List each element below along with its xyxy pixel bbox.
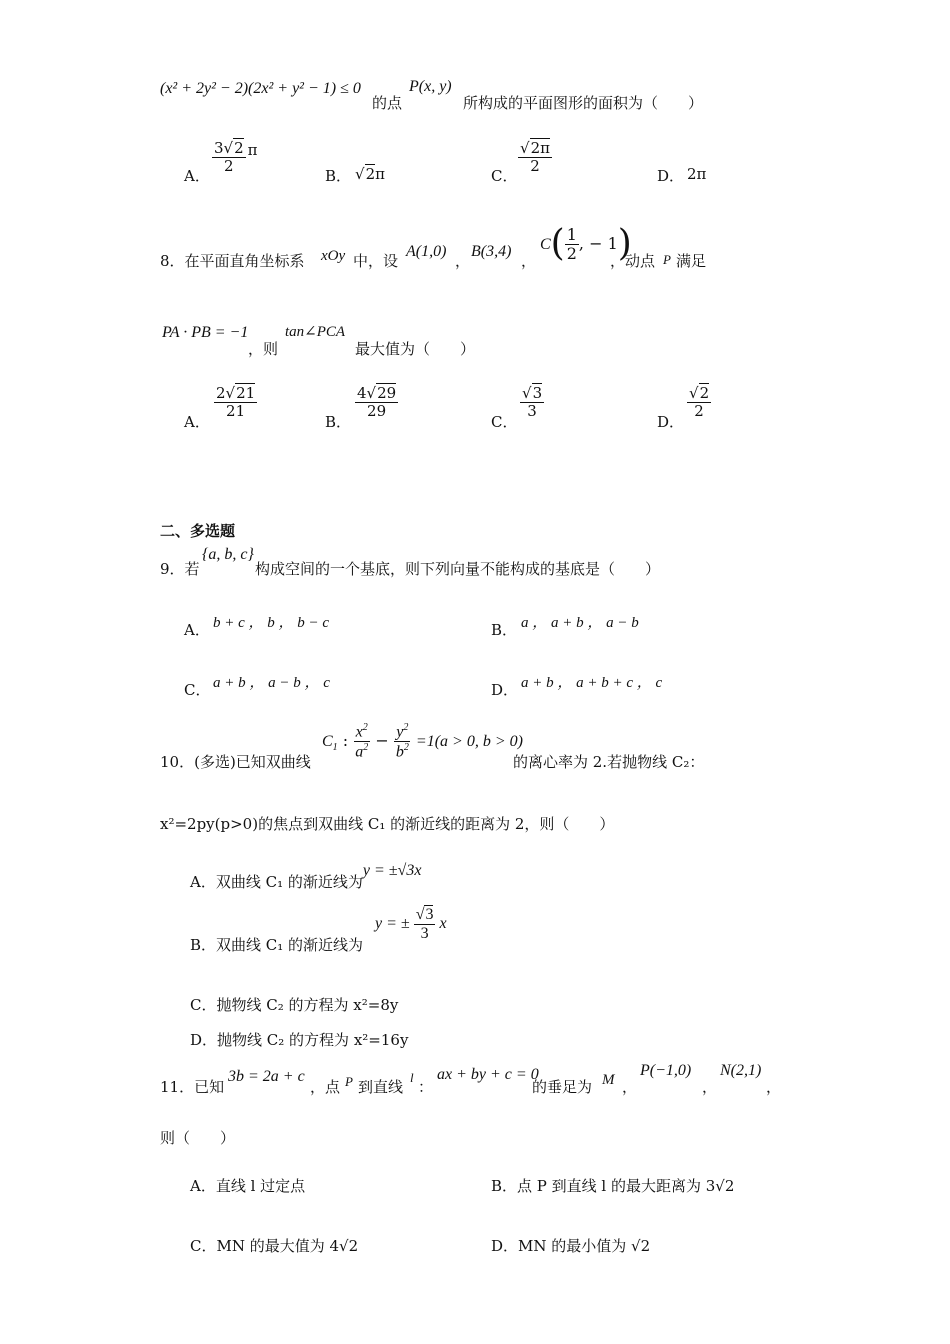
- q8-set: 中，设: [353, 252, 399, 270]
- q11-line-equation: ax + by + c = 0: [437, 1066, 539, 1083]
- q10-option-b-text: 双曲线 C₁ 的渐近线为: [216, 936, 364, 954]
- q8-stem-start: 8．在平面直角坐标系: [160, 252, 305, 270]
- q9-tail: 构成空间的一个基底，则下列向量不能构成的基底是（ ）: [255, 560, 661, 578]
- q11-condition: 3b = 2a + c: [228, 1068, 305, 1085]
- q7-tail: 所构成的平面图形的面积为（ ）: [463, 94, 704, 112]
- q8-then: ，则: [248, 340, 279, 358]
- q9-option-a-value[interactable]: b + c ， b ， b − c: [213, 615, 330, 631]
- q9-option-a-label[interactable]: A．: [184, 621, 210, 639]
- q7-option-a-value[interactable]: $\frac{3√2}{2}$ π: [214, 139, 258, 175]
- q11-option-c-text: MN 的最大值为 4√2: [216, 1237, 359, 1255]
- q11-option-b-text: 点 P 到直线 l 的最大距离为 3√2: [517, 1177, 735, 1195]
- q9-basis-set: {a, b, c}: [202, 546, 254, 563]
- q8-point-c: C( $\frac{1}{2}$ , − 1): [540, 223, 632, 264]
- q10-option-c[interactable]: [190, 994, 398, 1015]
- q10-option-b[interactable]: [190, 934, 363, 955]
- q8-moving: ，动点: [610, 252, 656, 270]
- q7-option-c-label[interactable]: C．: [491, 167, 518, 185]
- q7-option-d-label[interactable]: D．: [657, 167, 685, 185]
- q10-option-a-label[interactable]: A．: [190, 873, 216, 891]
- q10-option-c-text: 抛物线 C₂ 的方程为 x²=8y: [216, 996, 399, 1014]
- q11-option-b-label[interactable]: B．: [491, 1177, 518, 1195]
- q11-point-n: N(2,1): [720, 1062, 762, 1079]
- q8-option-a-label[interactable]: A．: [184, 413, 210, 431]
- q9-option-c-label[interactable]: C．: [184, 681, 211, 699]
- q8-comma-1: ，: [455, 252, 471, 270]
- q10-option-a[interactable]: [190, 862, 421, 892]
- q11-option-b[interactable]: [491, 1175, 734, 1196]
- q7-option-b-label[interactable]: B．: [325, 167, 352, 185]
- q11-colon: ：: [418, 1078, 434, 1096]
- q8-xoy: xOy: [321, 248, 346, 264]
- q11-comma-3: ，: [766, 1078, 782, 1096]
- q10-tail: 的离心率为 2.若抛物线 C₂：: [513, 753, 705, 771]
- q10-prefix: 10．(多选)已知双曲线: [160, 753, 311, 771]
- q11-option-d-label[interactable]: D．: [491, 1237, 519, 1255]
- q9-option-b-value[interactable]: a ， a + b ， a − b: [521, 615, 639, 631]
- q11-option-d[interactable]: [491, 1235, 650, 1256]
- q8-option-d-label[interactable]: D．: [657, 413, 685, 431]
- q11-p: P: [345, 1074, 353, 1089]
- q10-option-c-label[interactable]: C．: [190, 996, 217, 1014]
- section-title-multi-choice: 二、多选题: [160, 522, 236, 540]
- q10-option-d-label[interactable]: D．: [190, 1031, 218, 1049]
- q8-option-c-label[interactable]: C．: [491, 413, 518, 431]
- q7-point: P(x, y): [409, 78, 452, 95]
- q11-option-a-label[interactable]: A．: [190, 1177, 216, 1195]
- q8-comma-2: ，: [521, 252, 537, 270]
- q8-condition: PA · PB = −1: [162, 324, 249, 341]
- q10-option-d-text: 抛物线 C₂ 的方程为 x²=16y: [217, 1031, 409, 1049]
- q8-option-d-value[interactable]: $\frac{√2}{2}$: [689, 384, 710, 420]
- q11-m: M: [602, 1072, 615, 1088]
- q10-hyperbola: $C_1$ : $\frac{x^2}{a^2}$ − $\frac{y^2}{b^2}$ =1(a > 0, b > 0): [322, 722, 523, 761]
- q7-option-c-value[interactable]: $\frac{√2\pi}{2}$: [520, 139, 550, 175]
- q10-option-b-math: y = ± $\frac{√3}{3}$ x: [375, 906, 447, 942]
- q8-tan: tan∠PCA: [285, 324, 346, 340]
- q9-option-d-label[interactable]: D．: [491, 681, 519, 699]
- q11-option-d-text: MN 的最小值为 √2: [518, 1237, 651, 1255]
- q11-option-a[interactable]: [190, 1175, 305, 1196]
- q9-option-b-label[interactable]: B．: [491, 621, 518, 639]
- q8-option-b-label[interactable]: B．: [325, 413, 352, 431]
- q11-comma-1: ，: [622, 1078, 638, 1096]
- q8-point-a: A(1,0): [406, 243, 447, 260]
- q11-point: ，点: [310, 1078, 341, 1096]
- q7-option-a-label[interactable]: A．: [184, 167, 210, 185]
- q9-option-c-value[interactable]: a + b ， a − b ， c: [213, 675, 330, 691]
- q9-option-d-value[interactable]: a + b ， a + b + c ， c: [521, 675, 663, 691]
- q11-point-p: P(−1,0): [640, 1062, 692, 1079]
- q11-to-line: 到直线: [358, 1078, 404, 1096]
- q8-p: P: [663, 252, 671, 267]
- q10-option-a-math: y = ±√3x: [362, 862, 422, 879]
- q11-prefix: 11．已知: [160, 1078, 225, 1096]
- q11-then: 则（ ）: [160, 1129, 236, 1147]
- q11-foot: 的垂足为: [532, 1078, 593, 1096]
- q7-mid: 的点: [372, 94, 403, 112]
- q11-option-c-label[interactable]: C．: [190, 1237, 217, 1255]
- q8-option-a-value[interactable]: $\frac{2√21}{21}$: [216, 384, 256, 420]
- q8-option-c-value[interactable]: $\frac{√3}{3}$: [522, 384, 543, 420]
- q7-condition: (x² + 2y² − 2)(2x² + y² − 1) ≤ 0: [160, 80, 361, 97]
- q8-satisfy: 满足: [676, 252, 707, 270]
- q10-option-a-text: 双曲线 C₁ 的渐近线为: [215, 873, 363, 891]
- q10-line2: x²=2py(p>0)的焦点到双曲线 C₁ 的渐近线的距离为 2，则（ ）: [160, 815, 615, 833]
- q10-option-d[interactable]: [190, 1029, 408, 1050]
- q11-option-a-text: 直线 l 过定点: [215, 1177, 306, 1195]
- q11-l: l: [410, 1070, 414, 1085]
- q8-option-b-value[interactable]: $\frac{4√29}{29}$: [357, 384, 397, 420]
- q9-prefix: 9．若: [160, 560, 200, 578]
- q11-option-c[interactable]: [190, 1235, 358, 1256]
- q8-point-b: B(3,4): [471, 243, 512, 260]
- q7-option-b-value[interactable]: √2π: [355, 165, 385, 183]
- q10-option-b-label[interactable]: B．: [190, 936, 217, 954]
- q7-option-d-value[interactable]: 2π: [687, 165, 707, 183]
- q8-max: 最大值为（ ）: [355, 340, 476, 358]
- q11-comma-2: ，: [702, 1078, 718, 1096]
